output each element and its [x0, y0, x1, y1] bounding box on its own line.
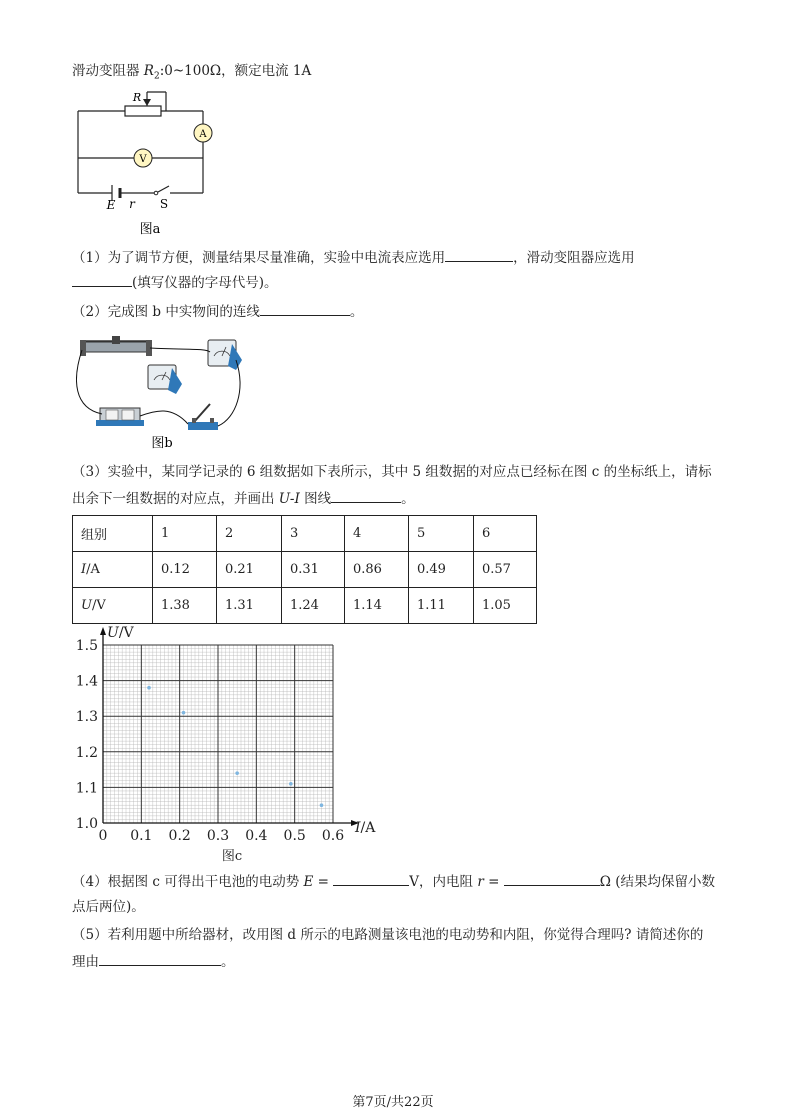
chart-data-point: [235, 771, 239, 775]
table-row-current: [73, 552, 537, 588]
chart-y-tick-label: 1.5: [75, 638, 98, 654]
chart-y-tick-label: 1.1: [75, 780, 98, 797]
table-cell: 2: [217, 516, 282, 552]
table-cell: 1.38: [153, 588, 217, 624]
table-cell: 5: [409, 516, 474, 552]
voltmeter-label: V: [139, 154, 147, 165]
table-cell: 1: [153, 516, 217, 552]
apparatus-figure-b: [76, 330, 256, 455]
chart-x-tick-label: 0.6: [321, 828, 345, 844]
table-cell: 1.11: [409, 588, 474, 624]
answer-blank-internal-resistance[interactable]: [504, 872, 600, 886]
question-1-line-2: (填写仪器的字母代号)。: [72, 273, 278, 292]
table-cell: 0.21: [217, 552, 282, 588]
table-cell: 0.49: [409, 552, 474, 588]
answer-blank-reason[interactable]: [99, 952, 221, 966]
emf-label: E: [106, 198, 116, 212]
answer-blank-wiring[interactable]: [260, 302, 350, 316]
question-4-line-2: 点后两位)。: [72, 899, 145, 915]
question-2-line: （2）完成图 b 中实物间的连线 。: [72, 304, 364, 320]
chart-x-tick-label: 0: [98, 828, 108, 844]
rheostat-icon: [80, 336, 152, 356]
chart-x-axis-label: I/A: [355, 820, 376, 836]
chart-y-tick-label: 1.4: [75, 673, 98, 690]
table-cell: 0.86: [345, 552, 409, 588]
answer-blank-ui-graph[interactable]: [331, 489, 401, 503]
switch-label: S: [159, 197, 169, 211]
resistor-label: R: [132, 91, 142, 104]
answer-blank-rheostat[interactable]: [72, 273, 132, 287]
answer-blank-emf[interactable]: [333, 872, 409, 886]
table-cell: 0.57: [474, 552, 537, 588]
switch-device-icon: [188, 404, 218, 430]
table-cell: 0.31: [282, 552, 345, 588]
chart-x-tick-labels: [99, 828, 345, 844]
table-cell: I/A: [73, 552, 153, 588]
question-3-line-2: 出余下一组数据的对应点，并画出 U-I 图线 。: [72, 491, 415, 507]
circuit-diagram-a: [70, 85, 230, 240]
table-row-voltage: [73, 588, 537, 624]
chart-x-tick-label: 0.1: [130, 828, 153, 844]
chart-data-points: [147, 686, 323, 807]
figure-b-caption: 图b: [151, 436, 173, 451]
chart-data-point: [147, 686, 151, 690]
question-4-line-1: （4）根据图 c 可得出干电池的电动势 E = V，内电阻 r = Ω (结果均保留小数: [72, 874, 715, 890]
question-5-line-1: （5）若利用题中所给器材，改用图 d 所示的电路测量该电池的电动势和内阻，你觉得合理吗? 请简述你的: [72, 927, 704, 943]
ui-graph-chart: [0, 620, 400, 870]
chart-y-axis-label: U/V: [107, 625, 134, 641]
table-cell: 组别: [73, 516, 153, 552]
table-cell: 1.31: [217, 588, 282, 624]
voltmeter-device-icon: [208, 340, 242, 370]
internal-resistance-label: r: [129, 197, 135, 211]
chart-y-tick-labels: [76, 638, 98, 832]
chart-y-tick-label: 1.3: [75, 709, 98, 726]
figure-c-caption: 图c: [221, 849, 243, 864]
figure-a-caption: 图a: [139, 222, 161, 237]
chart-y-axis-arrow: [100, 627, 106, 635]
question-5-line-2: 理由 。: [72, 954, 235, 970]
question-3-line-1: （3）实验中，某同学记录的 6 组数据如下表所示，其中 5 组数据的对应点已经标在图 c 的坐标纸上，请标: [72, 464, 712, 480]
chart-x-tick-label: 0.2: [168, 828, 191, 844]
chart-y-tick-label: 1.0: [75, 816, 98, 832]
ammeter-device-icon: [148, 365, 182, 394]
table-cell: 1.24: [282, 588, 345, 624]
table-cell: 3: [282, 516, 345, 552]
table-cell: 0.12: [153, 552, 217, 588]
page-footer: 第7页/共22页: [352, 1095, 434, 1110]
table-cell: 1.14: [345, 588, 409, 624]
chart-x-tick-label: 0.5: [283, 828, 306, 844]
chart-data-point: [182, 711, 186, 715]
rheostat-spec-line: 滑动变阻器 $R_2:0\sim 100\Omega$，额定电流 1A: [72, 63, 312, 82]
ammeter-label: A: [199, 129, 207, 140]
answer-blank-ammeter[interactable]: [445, 248, 513, 262]
battery-holder-icon: [96, 408, 144, 426]
table-header-row: [73, 516, 537, 552]
chart-y-tick-label: 1.2: [75, 744, 98, 761]
chart-x-tick-label: 0.3: [206, 828, 230, 844]
question-1-line-1: （1）为了调节方便，测量结果尽量准确，实验中电流表应选用 ，滑动变阻器应选用: [72, 250, 635, 266]
table-cell: 6: [474, 516, 537, 552]
data-table: [72, 515, 537, 624]
chart-x-tick-label: 0.4: [245, 828, 268, 844]
chart-data-point: [320, 803, 324, 807]
table-cell: 1.05: [474, 588, 537, 624]
table-cell: 4: [345, 516, 409, 552]
table-cell: U/V: [73, 588, 153, 624]
chart-data-point: [289, 782, 293, 786]
